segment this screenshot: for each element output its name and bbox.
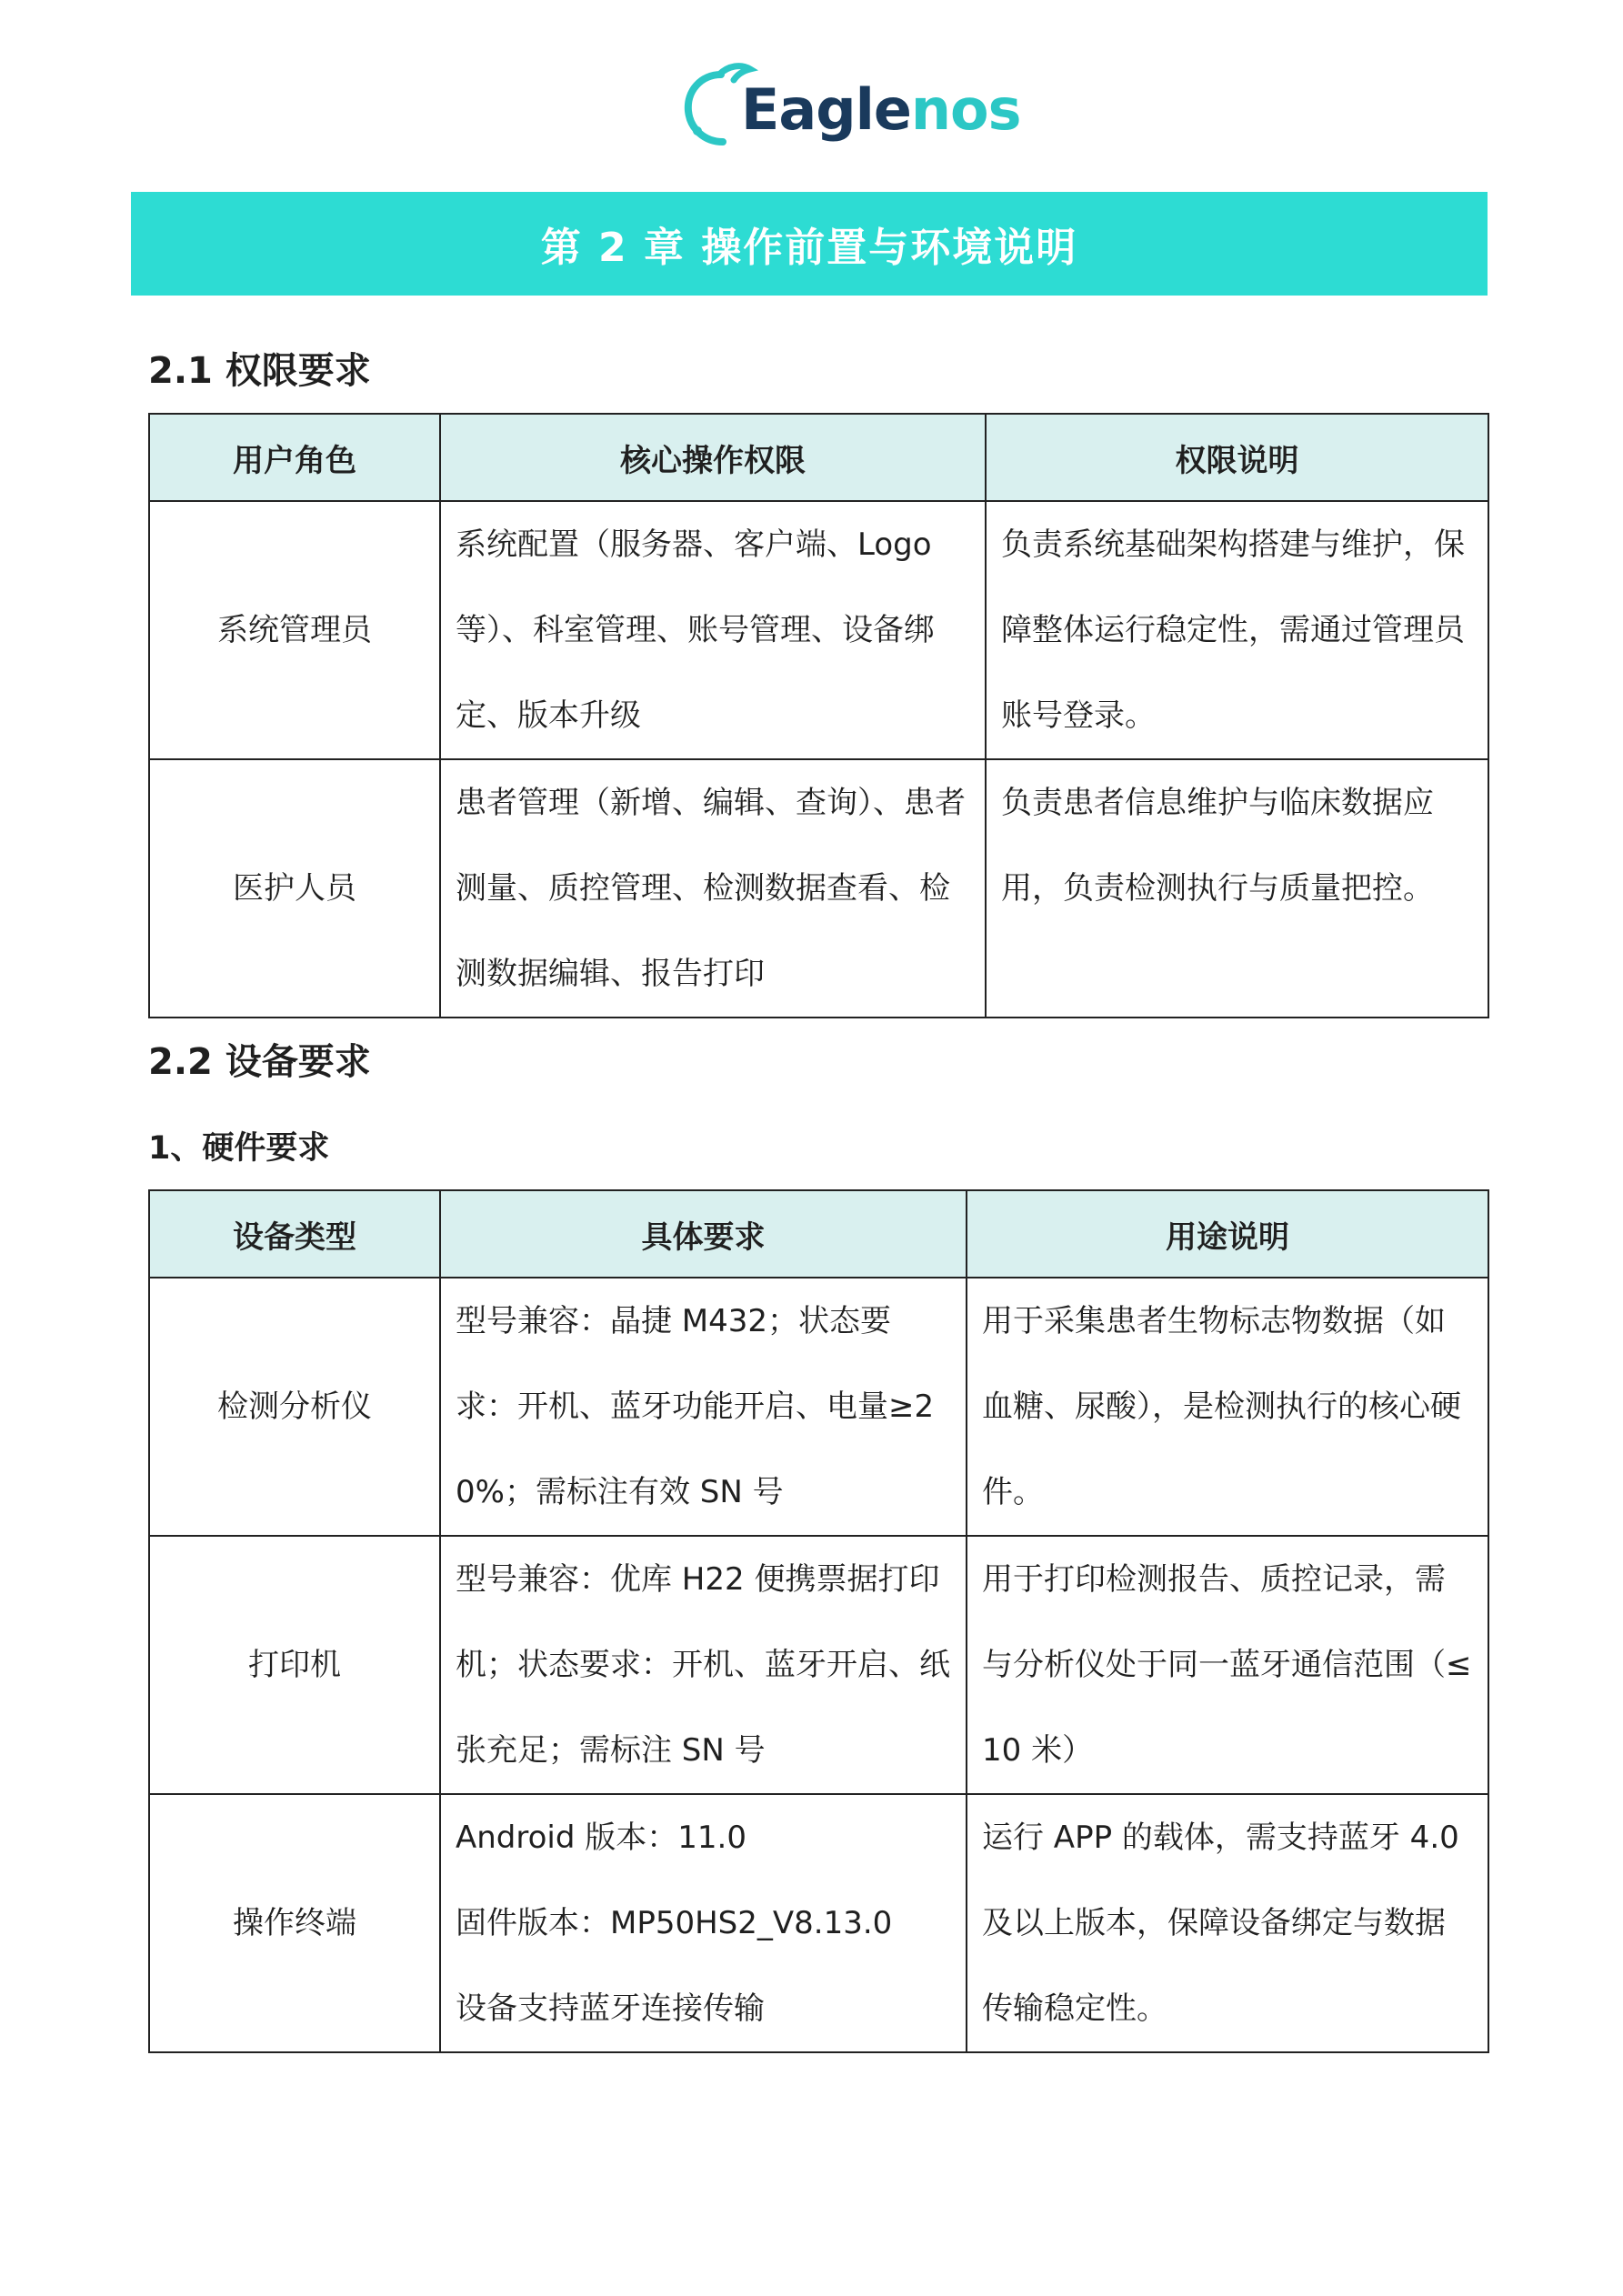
device-type-cell [149,1794,440,2052]
table-header-row [149,1190,1488,1278]
requirement-line: Android 版本：11.0 [456,1820,746,1856]
permissions-table [148,413,1489,1018]
devices-table [148,1189,1489,2053]
brand-logo [677,60,1021,155]
permissions-text: 系统配置（服务器、客户端、Logo 等）、科室管理、账号管理、设备绑定、版本升级 [456,526,935,734]
section-heading-devices: 2.2 设备要求 [148,1041,371,1083]
device-type-text: 检测分析仪 [217,1389,372,1425]
description-text: 负责系统基础架构搭建与维护，保障整体运行稳定性，需通过管理员账号登录。 [1001,526,1465,734]
device-type-text: 打印机 [248,1647,341,1683]
description-cell [986,759,1488,1018]
permissions-text: 患者管理（新增、编辑、查询）、患者测量、质控管理、检测数据查看、检测数据编辑、报告打印 [456,785,966,992]
purpose-cell [967,1536,1488,1794]
column-header: 核心操作权限 [440,414,986,501]
chapter-banner [131,192,1488,296]
subheading-hardware: 1、硬件要求 [148,1130,330,1167]
requirement-line: 固件版本：MP50HS2_V8.13.0 [456,1905,893,1941]
requirement-text: 型号兼容：优库 H22 便携票据打印机；状态要求：开机、蓝牙开启、纸张充足；需标注 SN 号 [456,1561,950,1769]
column-header: 权限说明 [986,414,1488,501]
table-row [149,1536,1488,1794]
device-type-cell [149,1278,440,1536]
requirement-cell [440,1794,967,2052]
table-row [149,759,1488,1018]
column-header: 设备类型 [149,1190,440,1278]
description-cell [986,501,1488,759]
role-text: 医护人员 [233,870,356,907]
requirement-cell [440,1278,967,1536]
requirement-cell [440,1536,967,1794]
section-heading-permissions: 2.1 权限要求 [148,350,371,392]
role-cell [149,759,440,1018]
purpose-text: 运行 APP 的载体，需支持蓝牙 4.0 及以上版本，保障设备绑定与数据传输稳定性。 [982,1820,1459,2027]
purpose-cell [967,1278,1488,1536]
table-row [149,1278,1488,1536]
logo-wordmark [741,78,1021,142]
table-header-row [149,414,1488,501]
purpose-text: 用于打印检测报告、质控记录，需与分析仪处于同一蓝牙通信范围（≤10 米） [982,1561,1472,1769]
device-type-text: 操作终端 [233,1905,356,1941]
permissions-cell [440,759,986,1018]
requirement-line: 设备支持蓝牙连接传输 [456,1990,765,2027]
logo-suffix: nos [910,76,1021,143]
column-header: 具体要求 [440,1190,967,1278]
role-cell [149,501,440,759]
purpose-cell [967,1794,1488,2052]
purpose-text: 用于采集患者生物标志物数据（如血糖、尿酸），是检测执行的核心硬件。 [982,1303,1461,1510]
device-type-cell [149,1536,440,1794]
table-row [149,501,1488,759]
column-header: 用户角色 [149,414,440,501]
requirement-text: 型号兼容：晶捷 M432；状态要求：开机、蓝牙功能开启、电量≥20%；需标注有效 SN 号 [456,1303,935,1510]
permissions-cell [440,501,986,759]
logo-prefix: Eagle [741,76,911,143]
role-text: 系统管理员 [217,612,372,648]
description-text: 负责患者信息维护与临床数据应用，负责检测执行与质量把控。 [1001,785,1434,907]
table-row [149,1794,1488,2052]
chapter-title: 第 2 章 操作前置与环境说明 [540,225,1078,271]
column-header: 用途说明 [967,1190,1488,1278]
